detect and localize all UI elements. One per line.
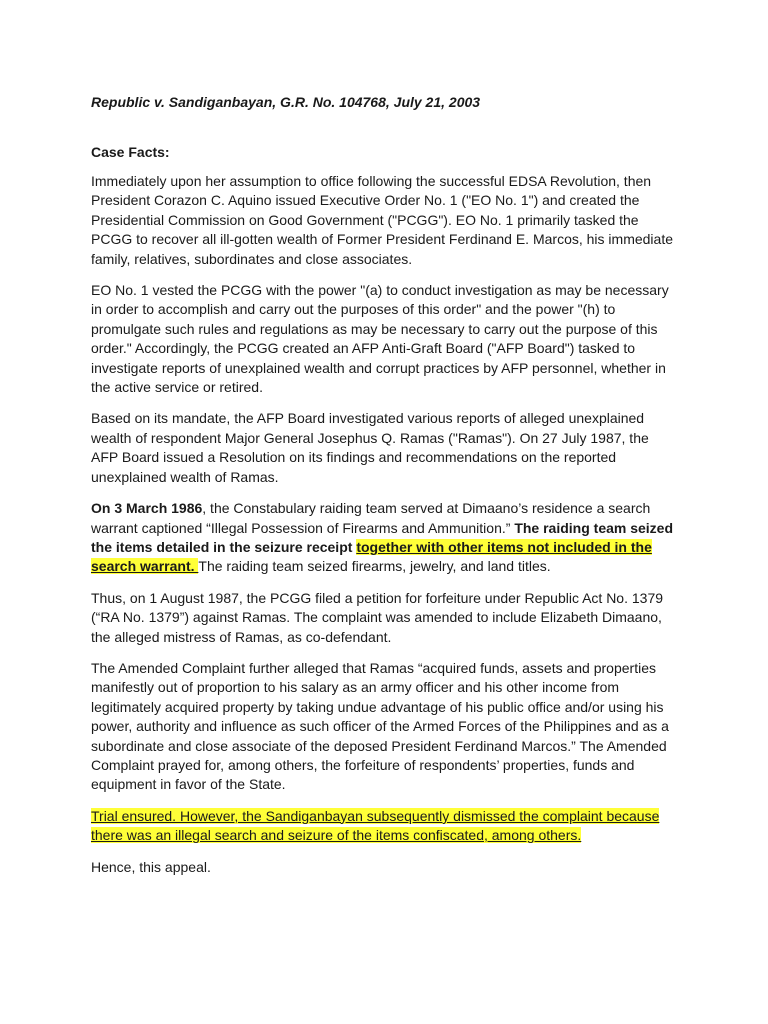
paragraph-4-text-a: , the Constabulary raiding team served at Dimaano’s residence a search warrant captioned “Illegal Possession of Firearms and Ammunition.” (91, 500, 651, 536)
raid-date: On 3 March 1986 (91, 500, 203, 517)
highlighted-seizure-note: together with other items not included in the search warrant. (91, 538, 652, 575)
section-heading: Case Facts: (91, 144, 170, 160)
paragraph-1: Immediately upon her assumption to office following the successful EDSA Revolution, then President Corazon C. Aquino issued Executive Order No. 1 ("EO No. 1") and created the Presidential Commission on Good Government ("PCGG"). EO No. 1 primarily tasked the PCGG to recover all ill-gotten wealth of Former President Ferdinand E. Marcos, his immediate family, relatives, subordinates and close associates. (91, 173, 674, 267)
paragraph-7 (91, 807, 678, 846)
paragraph-4 (91, 499, 678, 577)
paragraph-6: The Amended Complaint further alleged that Ramas “acquired funds, assets and properties manifestly out of proportion to his salary as an army officer and his other income from legitimately acquired property by taking undue advantage of his public office and/or using his power, authority and influence as such officer of the Armed Forces of the Philippines and as a subordinate and close associate of the deposed President Ferdinand Marcos.” The Amended Complaint prayed for, among others, the forfeiture of respondents’ properties, funds and equipment in favor of the State. (91, 659, 669, 793)
paragraph-5: Thus, on 1 August 1987, the PCGG filed a petition for forfeiture under Republic Act No. 1379 (“RA No. 1379”) against Ramas. The complaint was amended to include Elizabeth Dimaano, the alleged mistress of Ramas, as co-defendant. (91, 589, 664, 645)
paragraph-4-text-d: The raiding team seized firearms, jewelry, and land titles. (198, 558, 551, 575)
highlighted-dismissal-note: Trial ensured. However, the Sandiganbayan subsequently dismissed the complaint because there was an illegal search and seizure of the items confiscated, among others. (91, 807, 660, 844)
seizure-statement: The raiding team seized the items detailed in the seizure receipt (91, 519, 674, 555)
document-title: Republic v. Sandiganbayan, G.R. No. 104768, July 21, 2003 (91, 94, 481, 110)
paragraph-2: EO No. 1 vested the PCGG with the power "(a) to conduct investigation as may be necessary in order to accomplish and carry out the purposes of this order" and the power "(h) to promulgate such rules and regulations as may be necessary to carry out the purpose of this order." Accordingly, the PCGG created an AFP Anti-Graft Board ("AFP Board") tasked to investigate reports of unexplained wealth and corrupt practices by AFP personnel, whether in the active service or retired. (91, 282, 669, 396)
paragraph-8: Hence, this appeal. (91, 858, 211, 875)
paragraph-3: Based on its mandate, the AFP Board investigated various reports of alleged unexplained wealth of respondent Major General Josephus Q. Ramas ("Ramas"). On 27 July 1987, the AFP Board issued a Resolution on its findings and recommendations on the reported unexplained wealth of Ramas. (91, 410, 649, 485)
